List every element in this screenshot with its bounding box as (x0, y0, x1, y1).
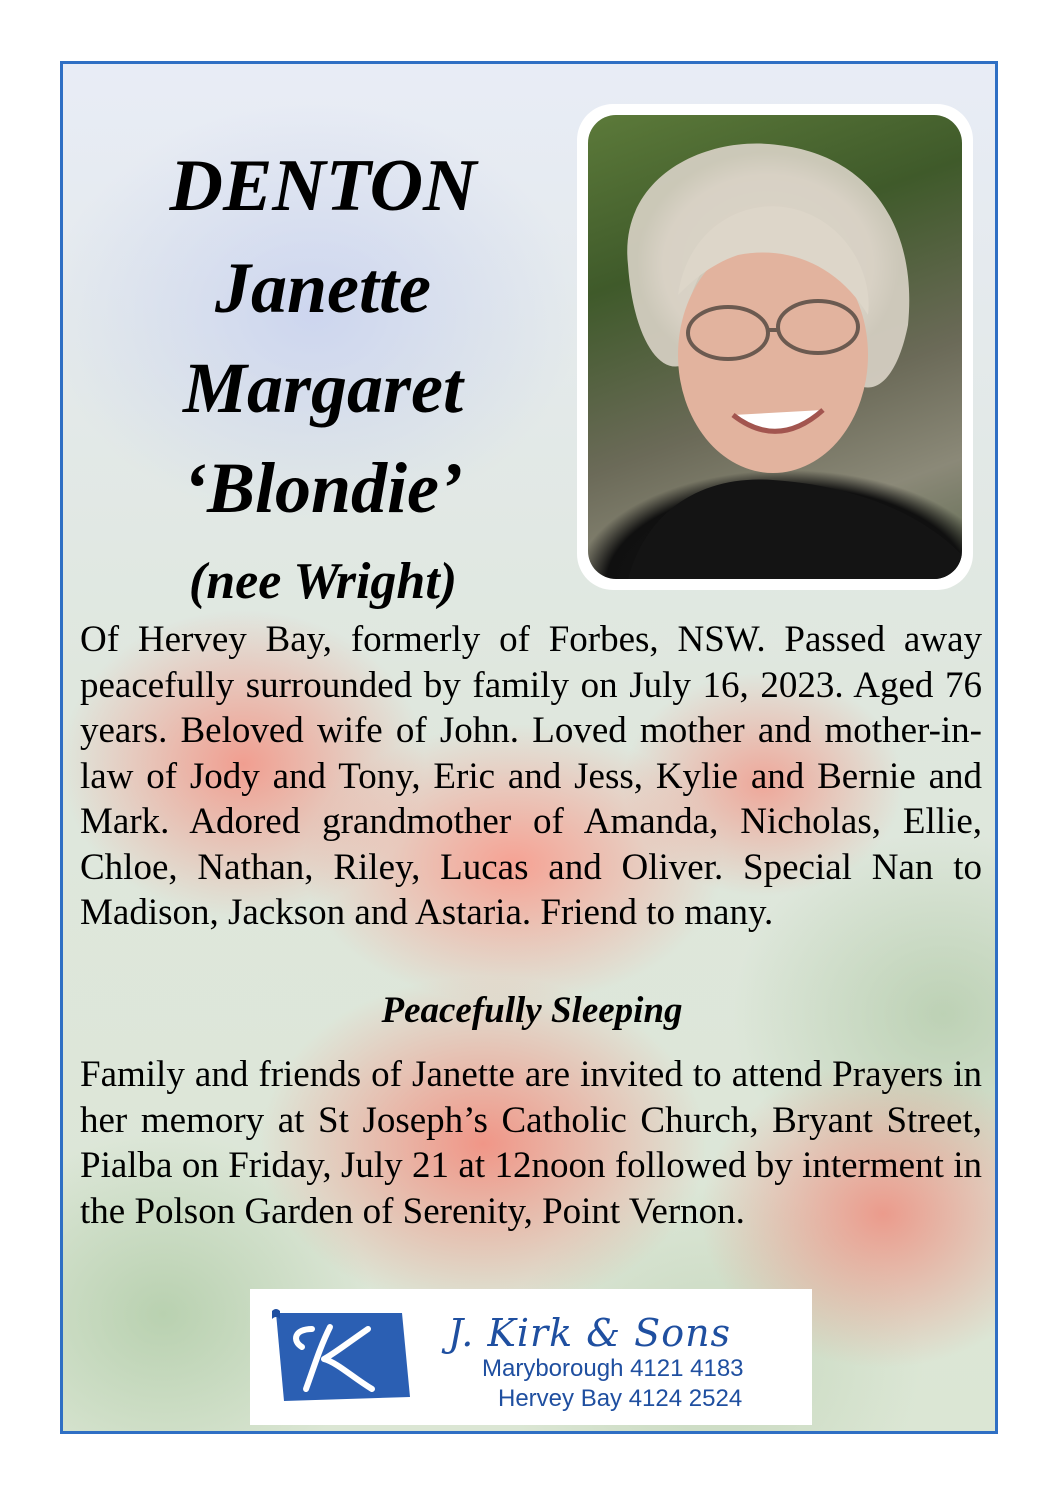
portrait-illustration (588, 115, 962, 579)
name-block (63, 134, 583, 622)
given-name-middle: Margaret (182, 348, 464, 428)
maiden-name: (nee Wright) (188, 553, 458, 610)
phone-maryborough: Maryborough 4121 4183 (482, 1355, 744, 1382)
biography-text: Of Hervey Bay, formerly of Forbes, NSW. Passed away peacefully surrounded by family on July 16, 2023. Aged 76 years. Beloved wife of John. Loved mother and mother-in-law of Jody and Tony, Eric and Jess, Kylie and Bernie and Mark. Adored grandmother of Amanda, Nicholas, Ellie, Chloe, Nathan, Riley, Lucas and Oliver. Special Nan to Madison, Jackson and Astaria. Friend to many. (80, 619, 982, 933)
portrait-photo (588, 115, 962, 579)
phone-hervey-bay: Hervey Bay 4124 2524 (498, 1385, 743, 1412)
k-monogram-icon (272, 1307, 414, 1407)
service-details: Family and friends of Janette are invited to attend Prayers in her memory at St Joseph’s Catholic Church, Bryant Street, Pialba on Friday, July 21 at 12noon followed by interment in the Polson Garden of Serenity, Point Vernon. (80, 1054, 982, 1232)
notice-frame (60, 61, 998, 1434)
firm-name: J. Kirk & Sons (448, 1311, 732, 1355)
given-name-first: Janette (215, 248, 431, 328)
nickname: ‘Blondie’ (183, 448, 463, 528)
surname: DENTON (169, 145, 477, 227)
subheading: Peacefully Sleeping (381, 990, 683, 1031)
portrait-photo-frame (577, 104, 973, 590)
funeral-director-logo (250, 1289, 812, 1425)
